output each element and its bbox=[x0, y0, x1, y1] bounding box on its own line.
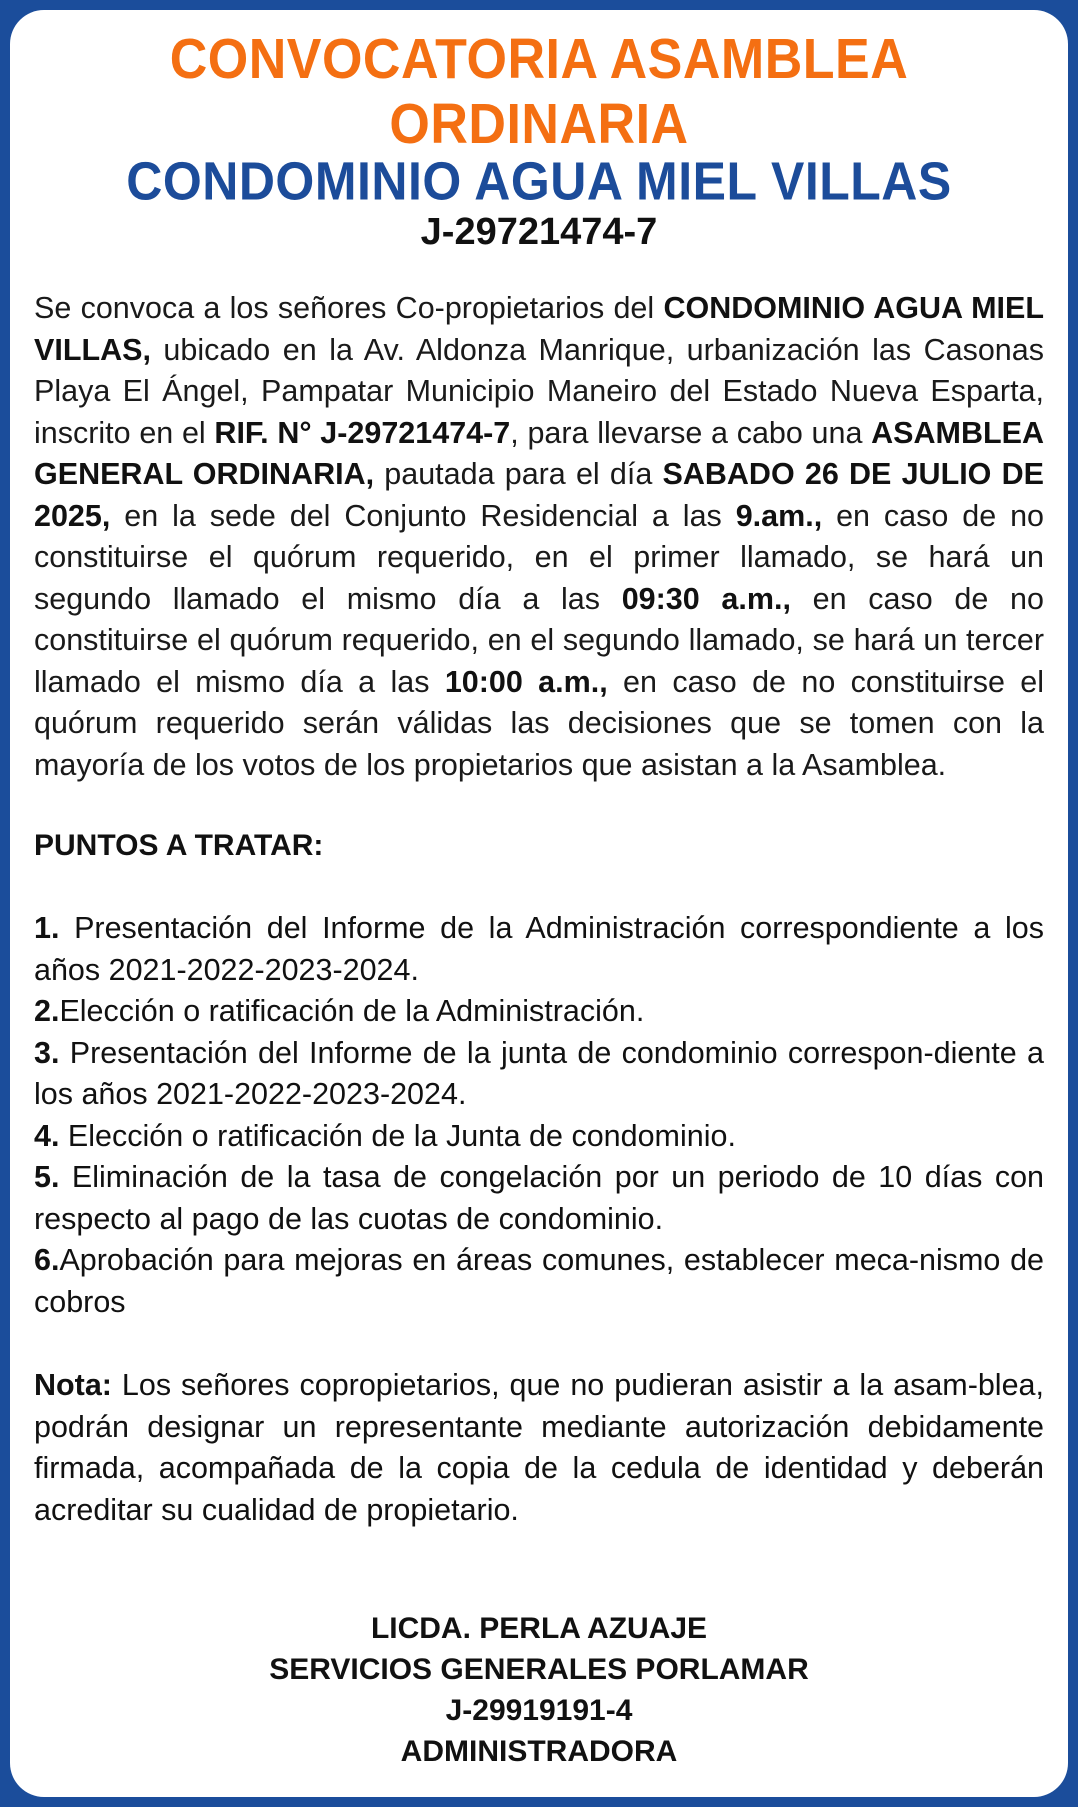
notice-frame bbox=[10, 10, 1068, 1797]
item-number: 1. bbox=[34, 911, 60, 945]
item-text: Aprobación para mejoras en áreas comunes, establecer meca-nismo de cobros bbox=[34, 1243, 1044, 1319]
item-text: Presentación del Informe de la Administración correspondiente a los años 2021-2022-2023-2024. bbox=[34, 911, 1044, 987]
item-number: 3. bbox=[34, 1035, 60, 1070]
item-text: Eliminación de la tasa de congelación por un periodo de 10 días con respecto al pago de las cuotas de condominio. bbox=[34, 1160, 1044, 1236]
puntos-list bbox=[34, 908, 1044, 1323]
item-number: 4. bbox=[34, 1118, 60, 1153]
body-text-7: en caso de no constituirse el quórum requerido, en el segundo llamado, se hará un tercer llamado el mismo día a las bbox=[34, 581, 1044, 699]
item-text: Elección o ratificación de la Junta de condominio. bbox=[59, 1118, 736, 1153]
nota-label: Nota: bbox=[34, 1368, 112, 1402]
body-bold-asamblea: ASAMBLEA GENERAL ORDINARIA, bbox=[34, 415, 1044, 491]
convocatoria-paragraph bbox=[34, 288, 1044, 786]
title-convocatoria: CONVOCATORIA ASAMBLEA ORDINARIA bbox=[169, 28, 909, 156]
item-text: Presentación del Informe de la junta de condominio correspon-diente a los años 2021-2022-2023-2024. bbox=[34, 1035, 1044, 1111]
item-number: 5. bbox=[34, 1160, 60, 1194]
body-bold-fecha: SABADO 26 DE JULIO DE 2025, bbox=[34, 457, 1044, 533]
body-bold-hora-2: 09:30 a.m., bbox=[621, 581, 791, 616]
item-number: 2. bbox=[34, 994, 60, 1028]
signature-block bbox=[10, 1608, 1068, 1772]
body-bold-hora-3: 10:00 a.m., bbox=[444, 664, 608, 699]
item-text: Elección o ratificación de la Administración. bbox=[59, 994, 645, 1028]
list-item bbox=[34, 1157, 1044, 1240]
signature-company: SERVICIOS GENERALES PORLAMAR bbox=[269, 1653, 809, 1686]
list-item bbox=[34, 1116, 1044, 1158]
body-text-5: en la sede del Conjunto Residencial a las bbox=[110, 498, 736, 533]
nota-text: Los señores copropietarios, que no pudieran asistir a la asam-blea, podrán designar un representante mediante autorización debidamente firmada, acompañada de la copia de la cedula de identidad y deberán acreditar su cualidad de propietario. bbox=[34, 1368, 1044, 1527]
body-bold-condominio: CONDOMINIO AGUA MIEL VILLAS, bbox=[34, 291, 1044, 367]
signature-rif: J-29919191-4 bbox=[445, 1694, 633, 1727]
puntos-heading: PUNTOS A TRATAR: bbox=[34, 829, 324, 862]
body-text-3: , para llevarse a cabo una bbox=[510, 415, 872, 450]
header bbox=[34, 28, 1044, 254]
body-text-2: ubicado en la Av. Aldonza Manrique, urbanización las Casonas Playa El Ángel, Pampatar Municipio Maneiro del Estado Nueva Esparta, inscrito en el bbox=[34, 332, 1044, 450]
body-text-4: pautada para el día bbox=[374, 457, 663, 491]
signature-name: LICDA. PERLA AZUAJE bbox=[370, 1612, 708, 1645]
list-item bbox=[34, 1240, 1044, 1323]
title-condominio: CONDOMINIO AGUA MIEL VILLAS bbox=[126, 150, 952, 212]
list-item bbox=[34, 991, 1044, 1033]
body-bold-hora-1: 9.am., bbox=[735, 498, 823, 533]
body-text-6: en caso de no constituirse el quórum requerido, en el primer llamado, se hará un segundo llamado el mismo día a las bbox=[34, 498, 1044, 616]
item-number: 6. bbox=[34, 1243, 60, 1277]
list-item bbox=[34, 1033, 1044, 1116]
list-item bbox=[34, 908, 1044, 991]
nota-paragraph bbox=[34, 1365, 1044, 1531]
title-rif: J-29721474-7 bbox=[420, 211, 658, 253]
body-bold-rif: RIF. N° J-29721474-7 bbox=[214, 415, 511, 450]
body-text-1: Se convoca a los señores Co-propietarios del bbox=[34, 291, 664, 325]
signature-role: ADMINISTRADORA bbox=[400, 1735, 678, 1768]
body-text-8: en caso de no constituirse el quórum requerido serán válidas las decisiones que se tomen con la mayoría de los votos de los propietarios que asistan a la Asamblea. bbox=[34, 664, 1044, 782]
